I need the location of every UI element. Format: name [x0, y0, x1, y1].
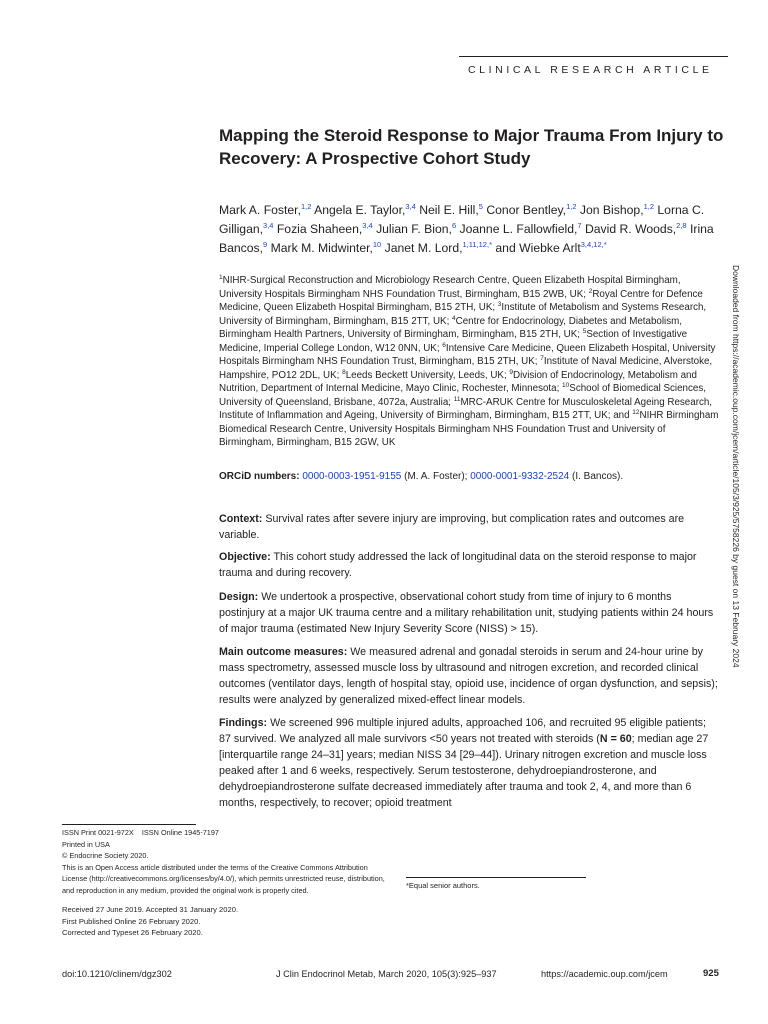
abstract-findings — [219, 715, 719, 811]
findings-label: Findings: — [219, 717, 268, 729]
author-name: Mark A. Foster, — [219, 203, 301, 217]
affiliation-number: 10 — [562, 382, 570, 389]
author-affiliation-sup[interactable]: 6 — [451, 221, 457, 230]
author-name: Jon Bishop, — [579, 203, 644, 217]
footnote-rule — [62, 824, 196, 825]
article-title: Mapping the Steroid Response to Major Trauma From Injury to Recovery: A Prospective Cohort Study — [219, 126, 724, 168]
affiliation-text: School of Biomedical Sciences, University of Queensland, Brisbane, 4072a, Australia; — [219, 383, 706, 408]
orcid-link-bancos[interactable]: 0000-0001-9332-2524 — [470, 471, 570, 482]
affiliation-text: Royal Centre for Defence Medicine, Queen Elizabeth Hospital Birmingham, B15 2TH, UK; — [219, 288, 703, 313]
affiliation-number: 4 — [452, 314, 456, 322]
abstract-context — [219, 511, 719, 543]
footer-url[interactable]: https://academic.oup.com/jcem — [541, 969, 668, 979]
affiliation-number: 3 — [497, 301, 502, 308]
orcid-line — [219, 470, 719, 483]
author-name: Joanne L. Fallowfield, — [459, 222, 578, 236]
first-published-line: First Published Online 26 February 2020. — [62, 916, 201, 926]
issn-line: ISSN Print 0021-972X ISSN Online 1945-7197 — [62, 828, 219, 837]
author-name: Julian F. Bion, — [376, 222, 452, 236]
affiliation-number: 5 — [582, 328, 587, 335]
header-rule — [459, 56, 728, 57]
author-affiliation-sup[interactable]: 3,4 — [405, 202, 416, 211]
affiliation-text: Leeds Beckett University, Leeds, UK; — [345, 369, 510, 381]
author-name: and — [495, 241, 516, 255]
orcid-label: ORCiD numbers: — [219, 471, 300, 482]
objective-text: This cohort study addressed the lack of longitudinal data on the steroid response to major trauma and during recovery. — [219, 551, 697, 579]
orcid-name-foster: (M. A. Foster); — [404, 471, 468, 482]
affiliation-text: Institute of Naval Medicine, Alverstoke, Hampshire, PO12 2DL, UK; — [219, 356, 713, 381]
abstract-design — [219, 589, 719, 637]
affiliations — [219, 274, 719, 450]
author-name: Janet M. Lord, — [384, 241, 463, 255]
author-name: Conor Bentley, — [486, 203, 567, 217]
author-name: Angela E. Taylor, — [314, 203, 406, 217]
affiliation-number: 8 — [342, 368, 346, 376]
abstract-objective — [219, 549, 719, 581]
affiliation-text: NIHR Birmingham Biomedical Research Centre, University Hospitals Birmingham NHS Foundation Trust and University of Birmingham, Birmingham, B15 2GW, UK — [219, 410, 719, 448]
author-name: Irina Bancos, — [219, 222, 714, 255]
findings-text-a: We screened 996 multiple injured adults, approached 106, and recruited 95 eligible patients; 87 survived. We analyzed all male survivors <50 years not treated with steroids ( — [219, 717, 706, 745]
publication-dates — [62, 904, 392, 939]
affiliation-text: Intensive Care Medicine, Queen Elizabeth Hospital, University Hospitals Birmingham NHS Foundation Trust, Birmingham, B15 2TH, UK; — [219, 342, 716, 367]
abstract-main-outcome — [219, 644, 719, 708]
corrected-line: Corrected and Typeset 26 February 2020. — [62, 928, 203, 937]
objective-label: Objective: — [219, 551, 271, 563]
author-affiliation-sup[interactable]: 5 — [478, 202, 483, 211]
article-type: CLINICAL RESEARCH ARTICLE — [468, 64, 713, 76]
author-affiliation-sup[interactable]: 7 — [577, 221, 582, 230]
author-affiliation-sup[interactable]: 10 — [372, 240, 382, 249]
printed-line: Printed in USA — [62, 839, 110, 849]
orcid-link-foster[interactable]: 0000-0003-1951-9155 — [302, 471, 402, 482]
affiliation-number: 6 — [442, 341, 446, 349]
affiliation-number: 2 — [588, 287, 593, 295]
author-affiliation-sup[interactable]: 1,2 — [566, 202, 577, 211]
affiliation-text: Section of Investigative Medicine, Imperial College London, W12 0NN, UK; — [219, 329, 688, 354]
affiliation-text: Division of Endocrinology, Metabolism and Nutrition, Department of Internal Medicine, Mayo Clinic, Rochester, Minnesota; — [219, 369, 697, 394]
license-link[interactable]: http://creativecommons.org/licenses/by/4.0/ — [91, 874, 232, 883]
license-text-b: ), which permits unrestricted reuse, distribution, and reproduction in any medium, provided the original work is properly cited. — [62, 874, 385, 895]
main-outcome-label: Main outcome measures: — [219, 646, 348, 658]
publication-footnotes — [62, 824, 392, 896]
orcid-name-bancos: (I. Bancos). — [572, 471, 624, 482]
affiliation-number: 11 — [453, 395, 461, 403]
author-affiliation-sup[interactable]: 9 — [263, 240, 268, 249]
context-label: Context: — [219, 513, 263, 525]
page-number: 925 — [703, 968, 719, 979]
findings-text-bold: N = 60 — [599, 733, 632, 745]
received-line: Received 27 June 2019. Accepted 31 January 2020. — [62, 905, 239, 914]
equal-authors-note: *Equal senior authors. — [406, 881, 480, 890]
author-affiliation-sup[interactable]: 3,4,12,* — [580, 240, 607, 249]
author-name: Lorna C. Gilligan, — [219, 203, 705, 236]
author-affiliation-sup[interactable]: 1,2 — [300, 202, 312, 211]
author-name: Neil E. Hill, — [419, 203, 479, 217]
affiliation-number: 1 — [219, 274, 223, 281]
license-text-a: This is an Open Access article distributed under the terms of the Creative Commons Attribution License ( — [62, 862, 368, 883]
copyright-line: © Endocrine Society 2020. — [62, 851, 149, 860]
license-text — [62, 862, 392, 897]
affiliation-text: MRC-ARUK Centre for Musculoskeletal Ageing Research, Institute of Inflammation and Ageing, University of Birmingham, Birmingham, B15 2TT, UK; and — [219, 396, 713, 421]
author-affiliation-sup[interactable]: 2,8 — [676, 221, 687, 230]
download-watermark: Downloaded from https://academic.oup.com/jcem/article/105/3/925/5758226 by guest on 13 February 2024 — [731, 265, 741, 668]
author-affiliation-sup[interactable]: 3,4 — [263, 221, 274, 230]
affiliation-text: Centre for Endocrinology, Diabetes and Metabolism, Birmingham Health Partners, University of Birmingham, Birmingham, B15 2TH, UK; — [219, 315, 683, 340]
affiliation-number: 7 — [540, 355, 544, 362]
author-list — [219, 199, 729, 256]
footer-doi[interactable]: doi:10.1210/clinem/dgz302 — [62, 969, 172, 979]
affiliation-text: Institute of Metabolism and Systems Research, University of Birmingham, Birmingham, B15 2TT, UK; — [219, 302, 707, 327]
affiliation-number: 12 — [632, 409, 640, 416]
design-text: We undertook a prospective, observational cohort study from time of injury to 6 months postinjury at a major UK trauma centre and a military rehabilitation unit, studying patients within 24 hours of major trauma (estimated New Injury Severity Score (NISS) > 15). — [219, 591, 714, 635]
author-name: Mark M. Midwinter, — [270, 241, 373, 255]
context-text: Survival rates after severe injury are improving, but complication rates and outcomes are variable. — [219, 513, 685, 541]
author-name: David R. Woods, — [584, 222, 677, 236]
author-name: Fozia Shaheen, — [276, 222, 363, 236]
equal-authors-rule — [406, 877, 586, 878]
design-label: Design: — [219, 591, 259, 603]
affiliation-text: NIHR-Surgical Reconstruction and Microbiology Research Centre, Queen Elizabeth Hospital Birmingham, University Hospitals Birmingham NHS Foundation Trust, Birmingham, B15 2WB, UK; — [219, 275, 681, 300]
author-affiliation-sup[interactable]: 1,11,12,* — [462, 240, 492, 249]
author-affiliation-sup[interactable]: 3,4 — [362, 221, 373, 230]
findings-text-b: ; median age 27 [interquartile range 24–31] years; median NISS 34 [29–44]). Urinary nitrogen excretion and muscle loss peaked after 1 and 6 weeks, respectively. Serum testosterone, dehydroepiandrosterone, and dehydroepiandrosterone sulfate decreased immediately after trauma and took 2, 4, and more than 6 months, respectively, to recover; opioid treatment — [219, 733, 709, 809]
author-name: Wiebke Arlt — [519, 241, 581, 255]
author-affiliation-sup[interactable]: 1,2 — [643, 202, 655, 211]
footer-journal: J Clin Endocrinol Metab, March 2020, 105(3):925–937 — [276, 969, 497, 979]
main-outcome-text: We measured adrenal and gonadal steroids in serum and 24-hour urine by mass spectrometry, assessed muscle loss by ultrasound and nitrogen excretion, and recorded clinical outcomes (ventilator days, length of hospital stay, opioid use, incidence of organ dysfunction, and sepsis); results were analyzed by generalized mixed-effect linear models. — [219, 646, 718, 706]
affiliation-number: 9 — [509, 368, 514, 376]
